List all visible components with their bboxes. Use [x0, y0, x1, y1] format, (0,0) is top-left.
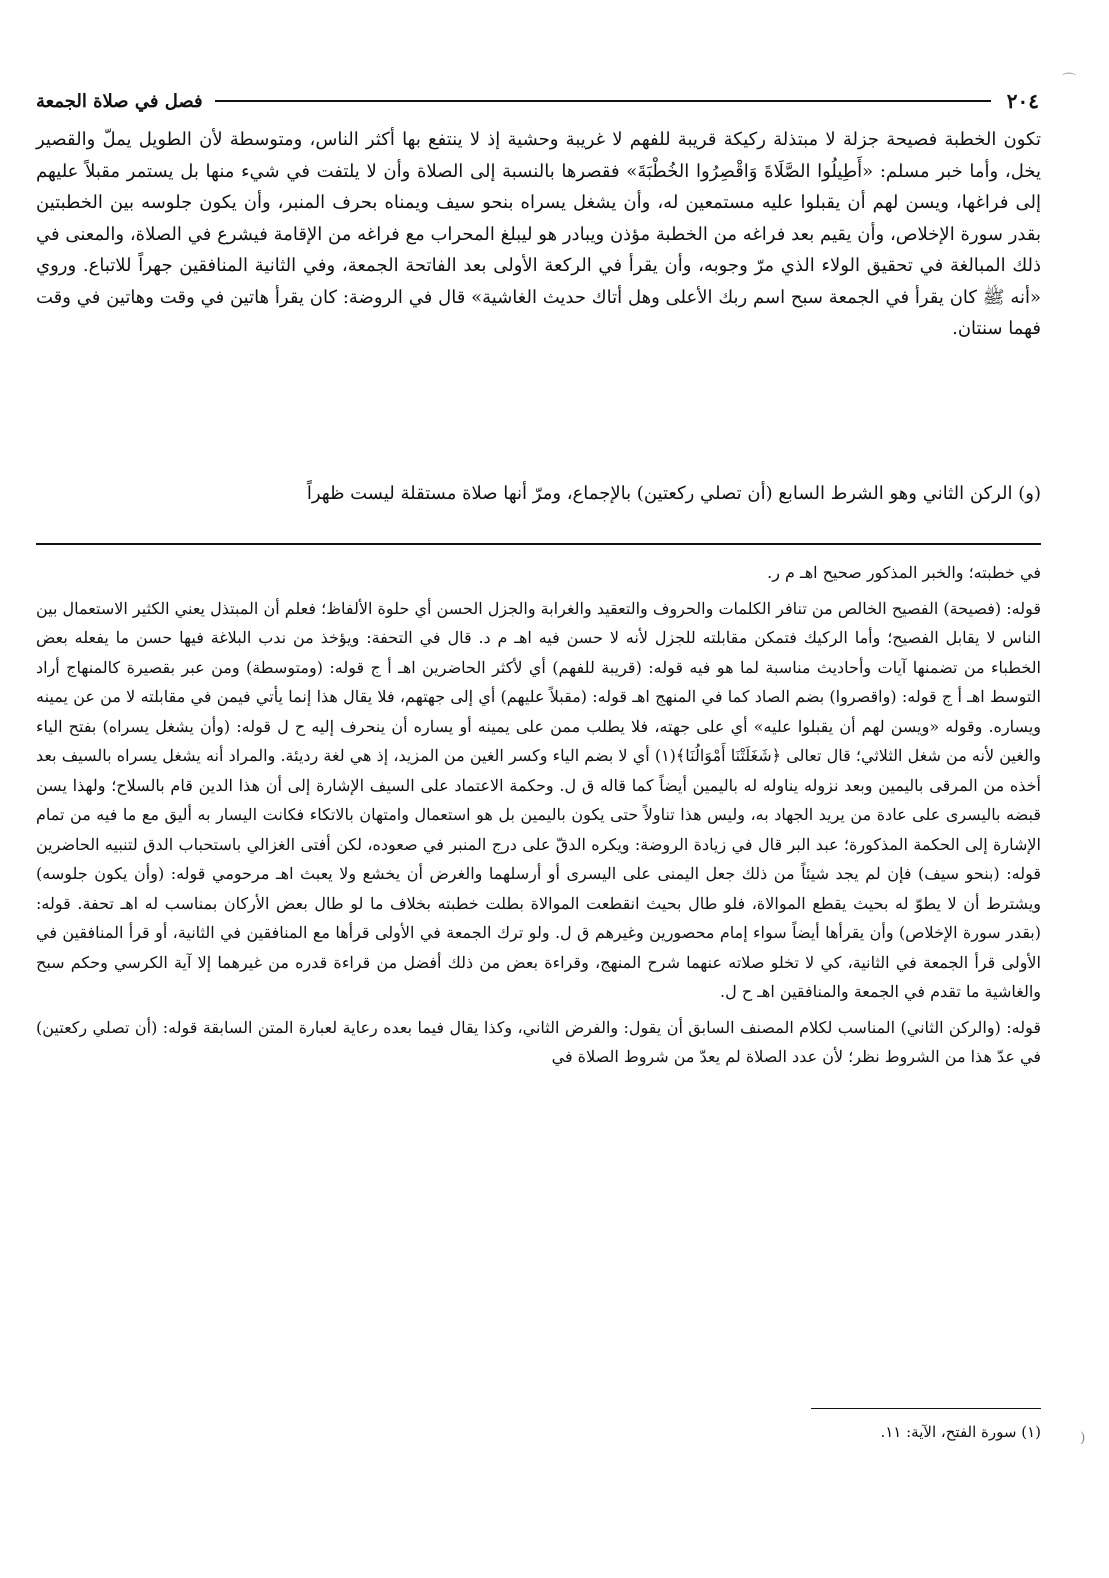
- page-number: ٢٠٤: [1006, 89, 1039, 113]
- header-rule: [215, 100, 991, 102]
- page-header: [36, 84, 1039, 118]
- section-divider: [36, 543, 1041, 545]
- commentary-paragraph: في خطبته؛ والخبر المذكور صحيح اهـ م ر.: [767, 563, 1041, 582]
- main-text-paragraph: تكون الخطبة فصيحة جزلة لا مبتذلة ركيكة قريبة للفهم لا غريبة وحشية إذ لا ينتفع بها أكثر الناس، ومتوسطة لأن الطويل يملّ والقصير يخل، وأما خبر مسلم: «أَطِيلُوا الصَّلَاةَ وَاقْصِرُوا الخُطْبَةَ» فقصرها بالنسبة إلى الصلاة وأن لا يلتفت في شيء منها بل يستمر مقبلاً عليهم إلى فراغها، ويسن لهم أن يقبلوا عليه مستمعين له، وأن يشغل يسراه بنحو سيف ويمناه بحرف المنبر، وأن يكون جلوسه بين الخطبتين بقدر سورة الإخلاص، وأن يقيم بعد فراغه من الخطبة مؤذن ويبادر هو ليبلغ المحراب مع فراغه من الإقامة فيشرع في الصلاة، والمعنى في ذلك المبالغة في تحقيق الولاء الذي مرّ وجوبه، وأن يقرأ في الركعة الأولى بعد الفاتحة الجمعة، وفي الثانية المنافقين جهراً للاتباع. وروي «أنه ﷺ كان يقرأ في الجمعة سبح اسم ربك الأعلى وهل أتاك حديث الغاشية» قال في الروضة: كان يقرأ هاتين في وقت وهاتين في وقت فهما سنتان.: [36, 129, 1041, 339]
- main-text-block: [36, 124, 1041, 345]
- margin-scribble-mark: ⌒: [1062, 73, 1076, 89]
- footnote: (١) سورة الفتح، الآية: ١١.: [880, 1423, 1041, 1441]
- footnote-rule: [811, 1408, 1041, 1409]
- commentary-paragraph: قوله: (فصيحة) الفصيح الخالص من تنافر الكلمات والحروف والتعقيد والغرابة والجزل الحسن أي حلوة الألفاظ؛ فعلم أن المبتذل يعني الكثير الاستعمال بين الناس لا يقابل الفصيح؛ وأما الركيك فتمكن مقابلته للجزل لأنه لا حسن فيه اهـ م د. قال في التحفة: ويؤخذ من ندب البلاغة فيها حسن ما يفعله بعض الخطباء من تضمنها آيات وأحاديث مناسبة لما هو فيه قوله: (قريبة للفهم) أي لأكثر الحاضرين اهـ أ ج قوله: (ومتوسطة) ومن عبر بقصيرة كالمنهاج أراد التوسط اهـ أ ج قوله: (واقصروا) بضم الصاد كما في المنهج اهـ قوله: (مقبلاً عليهم) أي إلى جهتهم، فلا يقال هذا إنما يأتي فيمن في مقابلته لا من عن يمينه ويساره. وقوله «ويسن لهم أن يقبلوا عليه» أي على جهته، فلا يطلب ممن على يمينه أو يساره أن ينحرف إليه ح ل قوله: (وأن يشغل يسراه) بفتح الياء والغين لأنه من شغل الثلاثي؛ قال تعالى ﴿شَغَلَتْنَا أَمْوَالُنَا﴾(١) أي لا بضم الياء وكسر الغين من المزيد، إذ هي لغة رديئة. والمراد أنه يشغل يسراه بالسيف بعد أخذه من المرقى باليمين وبعد نزوله يناوله له باليمين أيضاً كما قاله ق ل. وحكمة الاعتماد على السيف الإشارة إلى أن هذا الدين قام بالسلاح؛ ولهذا يسن قبضه باليسرى على عادة من يريد الجهاد به، وليس هذا تناولاً حتى يكون باليمين بل هو استعمال وامتهان بالاتكاء فكانت اليسار به أليق مع ما فيه من تمام الإشارة إلى الحكمة المذكورة؛ عبد البر قال في زيادة الروضة: ويكره الدقّ على درج المنبر في صعوده، لكن أفتى الغزالي باستحباب الدق لتنبيه الحاضرين قوله: (بنحو سيف) فإن لم يجد شيئاً من ذلك جعل اليمنى على اليسرى أو أرسلهما والغرض أن يخشع ولا يعبث اهـ مرحومي قوله: (وأن يكون جلوسه) ويشترط أن لا يطوّ له بحيث يقطع الموالاة، فلو طال بحيث انقطعت الموالاة بطلت خطبته بخلاف ما لو طال بعض الأركان بمناسب له اهـ تحفة. قوله: (بقدر سورة الإخلاص) وأن يقرأها أيضاً سواء إمام محصورين وغيرهم ق ل. ولو ترك الجمعة في الأولى قرأها مع المنافقين في الثانية، أو قرأ المنافقين في الأولى قرأ الجمعة في الثانية، كي لا تخلو صلاته عنهما شرح المنهج، وقراءة بعض من ذلك أفضل من قراءة قدره من غيرهما إلا آية الكرسي وحكم سبح والغاشية ما تقدم في الجمعة والمنافقين اهـ ح ل.: [36, 598, 1042, 1001]
- running-title: فصل في صلاة الجمعة: [36, 90, 203, 112]
- margin-bracket-mark: ): [1080, 1430, 1086, 1446]
- commentary-block: [36, 558, 1041, 1078]
- commentary-paragraph: قوله: (والركن الثاني) المناسب لكلام المصنف السابق أن يقول: والفرض الثاني، وكذا يقال فيما بعده رعاية لعبارة المتن السابقة قوله: (أن تصلي ركعتين) في عدّ هذا من الشروط نظر؛ لأن عدد الصلاة لم يعدّ من شروط الصلاة في: [36, 1017, 1041, 1066]
- matn-line: (و) الركن الثاني وهو الشرط السابع (أن تصلي ركعتين) بالإجماع، ومرّ أنها صلاة مستقلة ليست ظهراً: [306, 483, 1041, 504]
